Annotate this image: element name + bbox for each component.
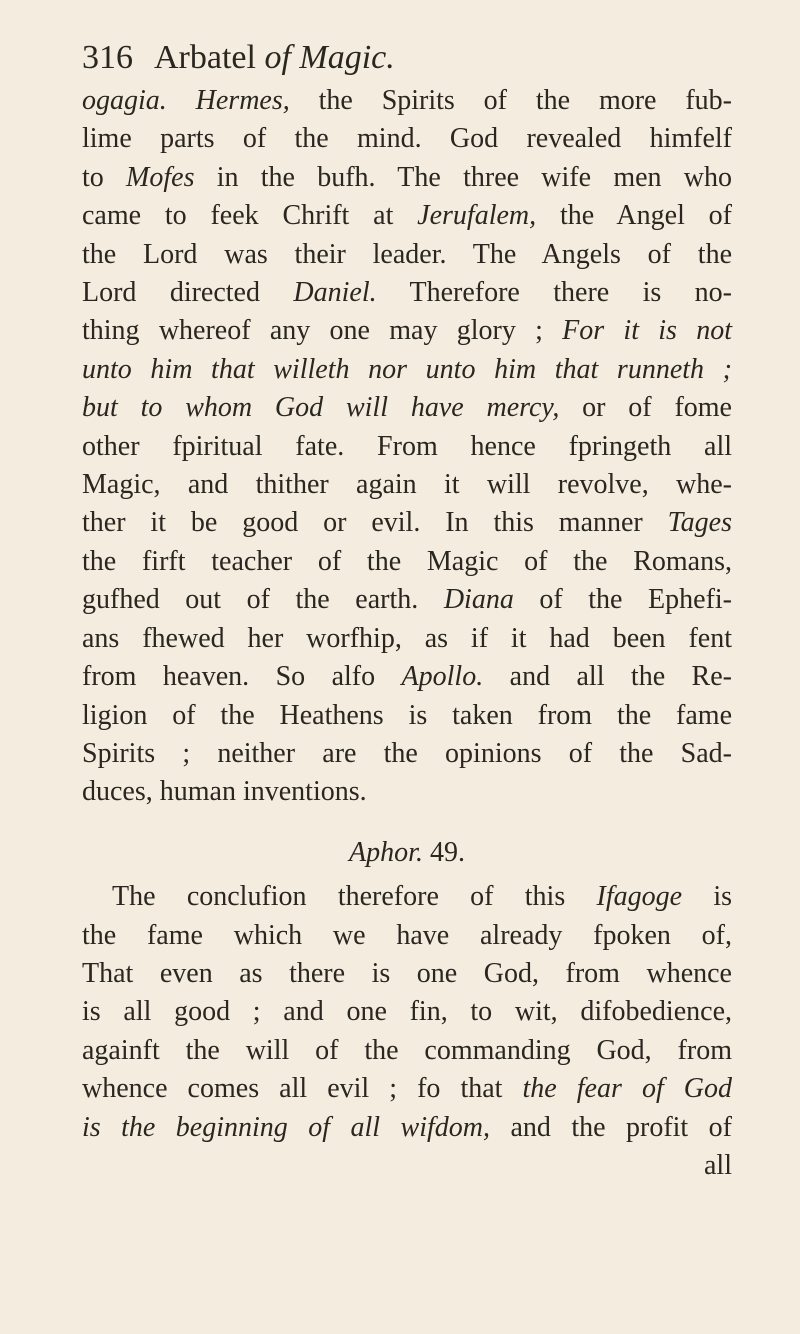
- text-line: [82, 620, 732, 658]
- text-run: the fame which we have already fpoken of,: [82, 919, 732, 951]
- text-line: [82, 428, 732, 466]
- text-run: ligion of the Heathens is taken from the fame: [82, 699, 732, 731]
- text-run: came to feek Chrift at: [82, 200, 418, 232]
- text-run: againft the will of the commanding God, from: [82, 1034, 732, 1066]
- text-run: ther it be good or evil. In this manner: [82, 507, 668, 539]
- text-run: whence comes all evil ; fo that: [82, 1073, 523, 1105]
- text-line: [82, 351, 732, 389]
- text-run: thing whereof any one may glory ;: [82, 315, 563, 347]
- text-line: [82, 159, 732, 197]
- text-run: the Angel of: [536, 200, 732, 232]
- text-run: of the Ephefi-: [513, 584, 732, 616]
- text-line: [82, 878, 732, 916]
- italic-run: Mofes: [126, 161, 195, 193]
- catchword: all: [704, 1149, 732, 1181]
- text-run: Therefore there is no-: [376, 277, 733, 309]
- italic-run: Diana: [443, 584, 514, 616]
- italic-run: Hermes,: [195, 85, 290, 116]
- text-run: gufhed out of the earth.: [82, 584, 444, 616]
- paragraph-1: [82, 82, 732, 812]
- header-title-italic: of Magic.: [264, 39, 395, 76]
- header-title-roman: Arbatel: [154, 39, 265, 76]
- text-line: [82, 312, 732, 350]
- text-run: from heaven. So alfo: [82, 661, 402, 693]
- text-line: [82, 1032, 732, 1070]
- text-line: [82, 543, 732, 581]
- italic-run: the fear of God: [522, 1073, 732, 1105]
- text-run: the firft teacher of the Magic of the Romans,: [82, 545, 732, 577]
- text-run: Magic, and thither again it will revolve, whe-: [82, 469, 732, 501]
- aphorism-number: 49.: [429, 836, 465, 868]
- italic-run: Ifagoge: [596, 881, 683, 913]
- text-run: Spirits ; neither are the opinions of the Sad-: [82, 737, 732, 769]
- text-line: [82, 1109, 732, 1147]
- italic-run: Apollo.: [401, 661, 484, 693]
- text-run: in the bufh. The three wife men who: [194, 161, 733, 193]
- text-line: [82, 773, 732, 811]
- text-run: or of fome: [559, 392, 732, 424]
- text-line: [82, 993, 732, 1031]
- text-line: [82, 274, 732, 312]
- text-line: [82, 504, 732, 542]
- text-line: [82, 1070, 732, 1108]
- text-run: Lord directed: [82, 277, 294, 309]
- text-run: to: [82, 161, 127, 193]
- italic-run: Daniel.: [293, 277, 377, 309]
- text-run: ans fhewed her worfhip, as if it had been fent: [82, 622, 732, 654]
- text-line: [82, 466, 732, 504]
- text-run: and all the Re-: [483, 661, 732, 693]
- aphorism-heading: [82, 834, 732, 872]
- header-title: [154, 39, 395, 76]
- italic-run: but to whom God will have mercy,: [82, 392, 560, 424]
- page-number: 316: [82, 39, 133, 76]
- text-line: [82, 82, 732, 120]
- text-line: [82, 236, 732, 274]
- running-header: [82, 38, 395, 78]
- text-run: That even as there is one God, from whence: [82, 957, 732, 989]
- text-run: is: [682, 881, 732, 913]
- text-run: is all good ; and one fin, to wit, difobedience,: [82, 996, 732, 1028]
- text-run: duces, human inventions.: [82, 776, 367, 808]
- text-line: [82, 389, 732, 427]
- text-run: The conclufion therefore of this: [112, 881, 597, 913]
- text-line: [82, 120, 732, 158]
- paragraph-2: [82, 878, 732, 1147]
- text-run: the Lord was their leader. The Angels of the: [82, 238, 732, 270]
- text-line: [82, 581, 732, 619]
- italic-run: For it is not: [562, 315, 732, 347]
- text-run: [167, 85, 196, 116]
- text-line: [82, 735, 732, 773]
- italic-run: Jerufalem,: [417, 200, 537, 232]
- italic-run: ogagia.: [82, 85, 167, 116]
- text-line: [82, 917, 732, 955]
- aphorism-label: Aphor.: [349, 836, 423, 868]
- text-line: [82, 197, 732, 235]
- italic-run: is the beginning of all wifdom,: [82, 1111, 490, 1143]
- italic-run: unto him that willeth nor unto him that runneth ;: [82, 353, 732, 385]
- text-line: [82, 658, 732, 696]
- text-run: other fpiritual fate. From hence fpringeth all: [82, 430, 732, 462]
- page-body: [82, 82, 732, 1185]
- text-line: [82, 955, 732, 993]
- text-run: lime parts of the mind. God revealed himfelf: [82, 123, 732, 155]
- text-line: [82, 697, 732, 735]
- italic-run: Tages: [667, 507, 732, 539]
- text-run: the Spirits of the more fub-: [289, 85, 732, 116]
- text-run: and the profit of: [489, 1111, 732, 1143]
